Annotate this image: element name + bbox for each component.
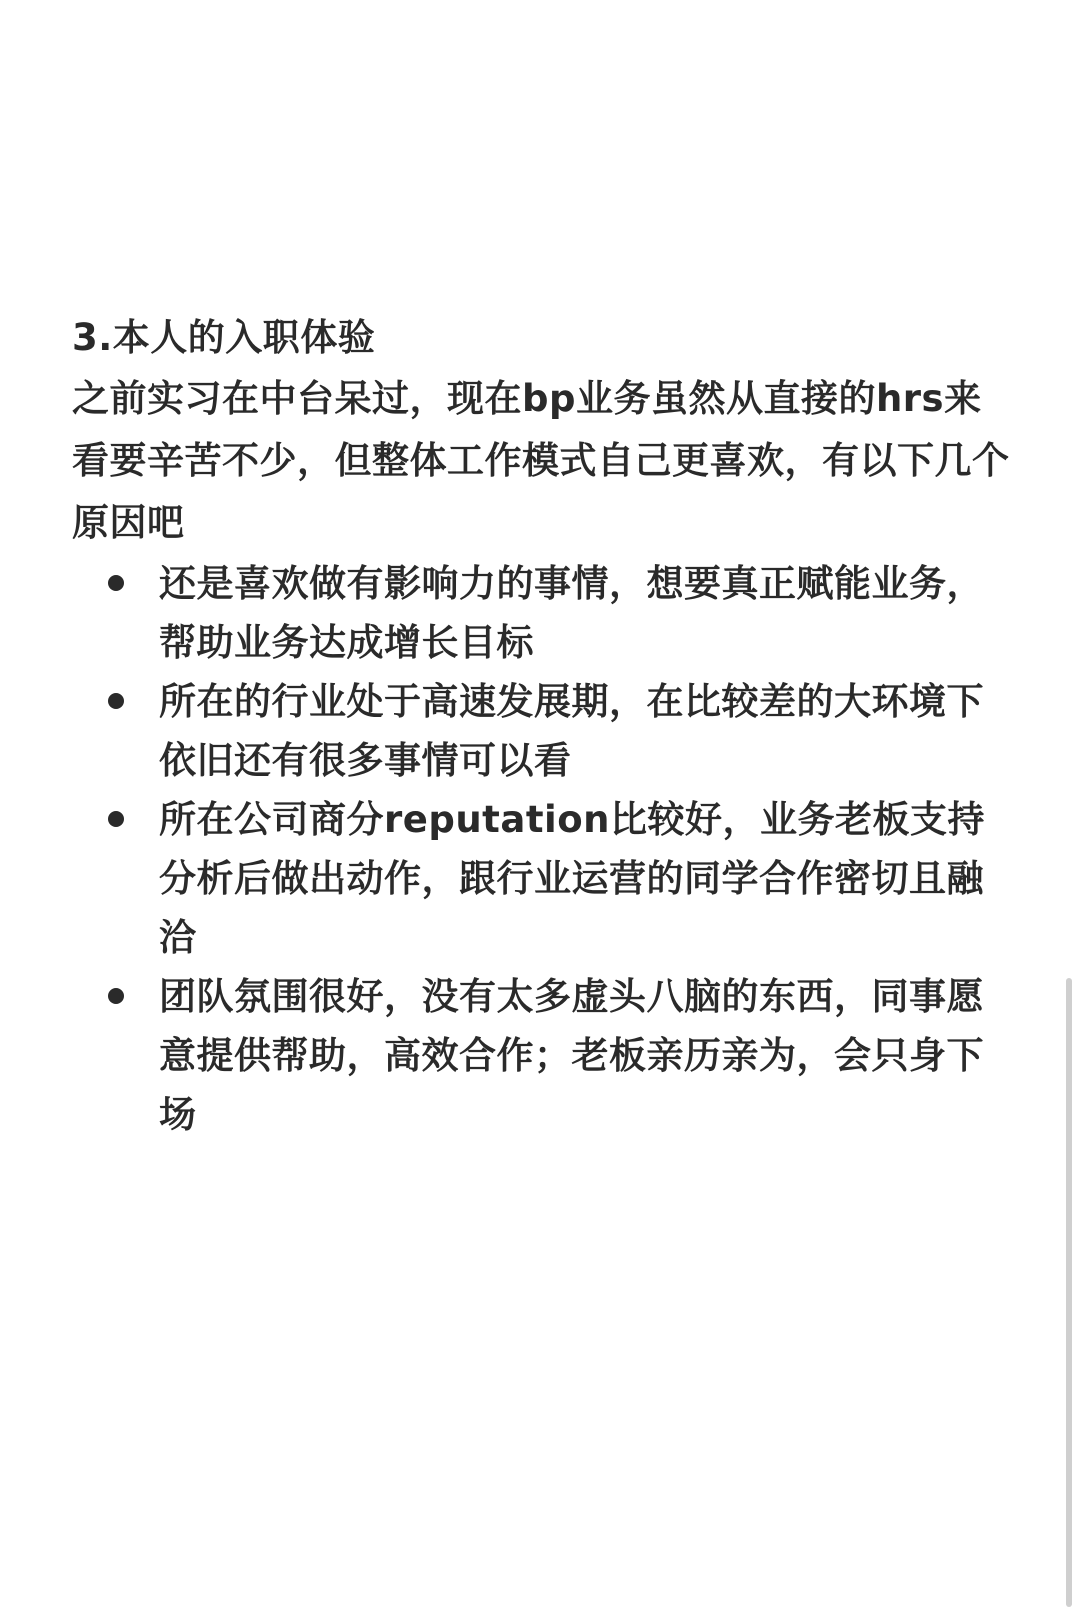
reason-list	[72, 554, 1012, 1144]
vertical-scrollbar[interactable]	[1066, 978, 1072, 1607]
list-item	[72, 554, 1012, 672]
bullet-dot-icon	[108, 988, 124, 1004]
list-item-text: 团队氛围很好，没有太多虚头八脑的东西，同事愿意提供帮助，高效合作；老板亲历亲为，会只身下场	[159, 975, 984, 1136]
list-item-text: 所在的行业处于高速发展期，在比较差的大环境下依旧还有很多事情可以看	[159, 680, 984, 782]
list-item-text: 还是喜欢做有影响力的事情，想要真正赋能业务，帮助业务达成增长目标	[159, 562, 984, 664]
intro-paragraph: 之前实习在中台呆过，现在bp业务虽然从直接的hrs来看要辛苦不少，但整体工作模式自己更喜欢，有以下几个原因吧	[72, 377, 1010, 544]
list-item	[72, 672, 1012, 790]
bullet-dot-icon	[108, 811, 124, 827]
list-item	[72, 790, 1012, 967]
section-heading: 3.本人的入职体验	[72, 316, 376, 359]
bullet-dot-icon	[108, 575, 124, 591]
bullet-dot-icon	[108, 693, 124, 709]
list-item-text: 所在公司商分reputation比较好，业务老板支持分析后做出动作，跟行业运营的同学合作密切且融洽	[159, 798, 985, 959]
article-body	[72, 308, 1012, 1144]
list-item	[72, 967, 1012, 1144]
